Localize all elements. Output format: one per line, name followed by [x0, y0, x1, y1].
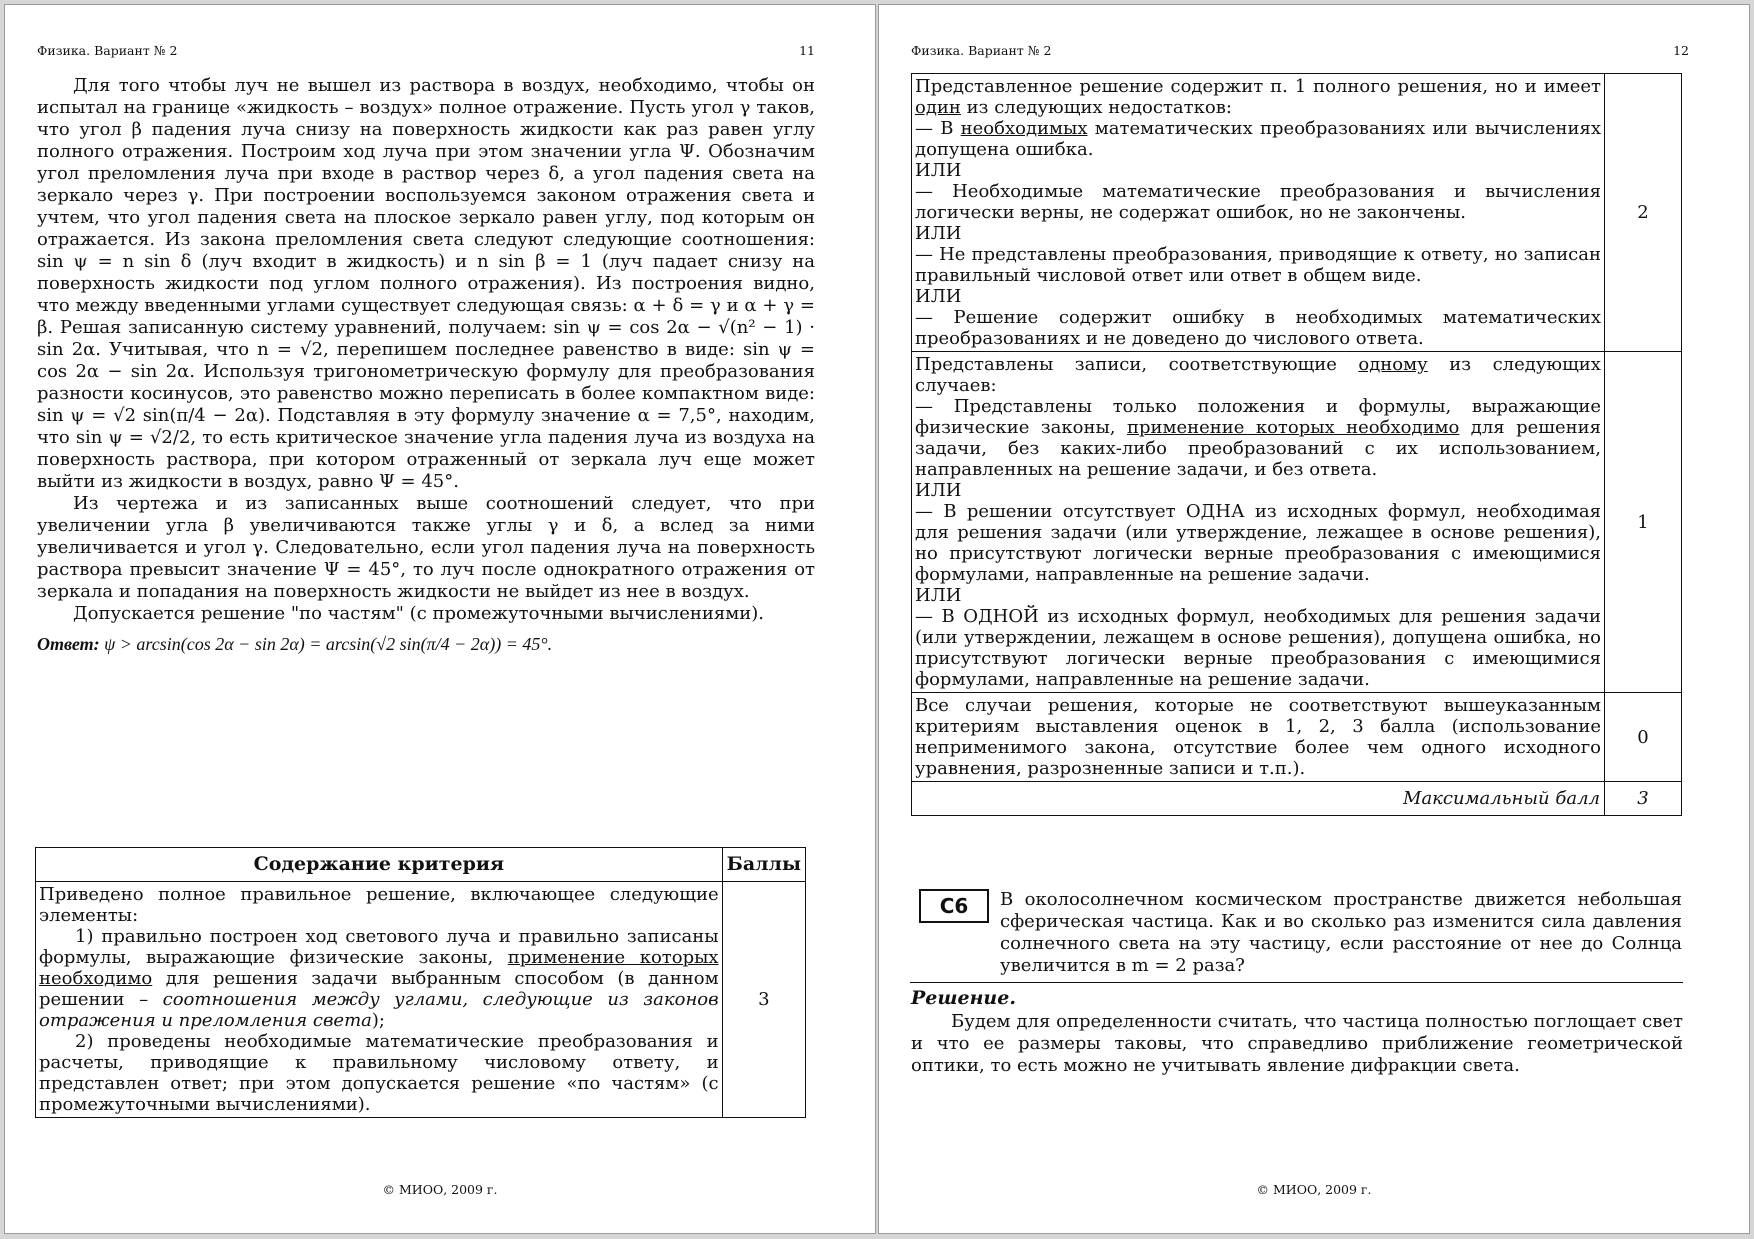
- points-cell: 1: [1605, 352, 1682, 693]
- task-text: В околосолнечном космическом пространстве движется небольшая сферическая частица. Как и во сколько раз изменится сила давления солнечного света на эту частицу, если расстояние от нее до Солнца увеличится в m = 2 раза?: [1000, 889, 1682, 976]
- divider: [910, 982, 1683, 983]
- right-page: [878, 4, 1750, 1234]
- criterion-cell: Представленное решение содержит п. 1 полного решения, но и имеет один из следующих недостатков: — В необходимых математических преобразованиях или вычислениях допущена ошибка. ИЛИ — Необходимые математические преобразования и вычисления логически верны, не содержат ошибок, но не закончены. ИЛИ — Не представлены преобразования, приводящие к ответу, но записан правильный числовой ответ или ответ в общем виде. ИЛИ — Решение содержит ошибку в необходимых математических преобразованиях и не доведено до числового ответа.: [912, 74, 1605, 352]
- criteria-table: [35, 847, 806, 1118]
- footer: © МИОО, 2009 г.: [1256, 1182, 1372, 1197]
- solution-text: Будем для определенности считать, что частица полностью поглощает свет и что ее размеры таковы, что справедливо приближение геометрической оптики, то есть можно не учитывать явление дифракции света.: [911, 1011, 1683, 1076]
- paragraph-2: Из чертежа и из записанных выше соотношений следует, что при увеличении угла β увеличиваются также углы γ и δ, а вслед за ними увеличивается и угол γ. Следовательно, если угол падения луча на поверхность раствора превысит значение Ψ = 45°, то луч после однократного отражения от зеркала и попадания на поверхность жидкости не выйдет из нее в воздух.: [37, 493, 815, 602]
- left-page: [4, 4, 876, 1234]
- table-row: [912, 74, 1682, 352]
- page-number: 12: [1673, 43, 1689, 58]
- paragraph-1: Для того чтобы луч не вышел из раствора в воздух, необходимо, чтобы он испытал на границе «жидкость – воздух» полное отражение. Пусть угол γ таков, что угол β падения луча снизу на поверхность жидкости как раз равен углу полного отражения. Построим ход луча при этом значении угла Ψ. Обозначим угол преломления луча при входе в раствор через δ, а угол падения света на зеркало через γ. При построении воспользуемся законом отражения света и учтем, что угол падения света на плоское зеркало равен углу, под которым он отражается. Из закона преломления света следуют следующие соотношения: sin ψ = n sin δ (луч входит в жидкость) и n sin β = 1 (луч падает снизу на поверхность жидкости под углом полного отражения). Из построения видно, что между введенными углами существует следующая связь: α + δ = γ и α + γ = β. Решая записанную систему уравнений, получаем: sin ψ = cos 2α − √(n² − 1) · sin 2α. Учитывая, что n = √2, перепишем последнее равенство в виде: sin ψ = cos 2α − sin 2α. Используя тригонометрическую формулу для преобразования разности косинусов, это равенство можно переписать в более компактном виде: sin ψ = √2 sin(π/4 − 2α). Подставляя в эту формулу значение α = 7,5°, находим, что sin ψ = √2/2, то есть критическое значение угла падения луча из воздуха на поверхность раствора, при котором отраженный от зеркала луч еще может выйти из жидкости в воздух, равно Ψ = 45°.: [37, 75, 815, 492]
- answer-line: [37, 633, 815, 655]
- criterion-cell: [36, 882, 723, 1118]
- max-score-value: 3: [1605, 782, 1682, 816]
- answer-formula: ψ > arcsin(cos 2α − sin 2α) = arcsin(√2 sin(π/4 − 2α)) = 45°.: [104, 634, 553, 654]
- table-row: [912, 352, 1682, 693]
- answer-label: Ответ:: [37, 634, 100, 654]
- item-1: 1) правильно построен ход светового луча и правильно записаны формулы, выражающие физические законы, применение которых необходимо для решения задачи выбранным способом (в данном решении – соотношения между углами, следующие из законов отражения и преломления света);: [39, 926, 719, 1031]
- max-score-row: [912, 782, 1682, 816]
- table-header-row: [36, 848, 806, 882]
- col-points: Баллы: [722, 848, 805, 882]
- header-title: Физика. Вариант № 2: [37, 43, 178, 58]
- page-number: 11: [799, 43, 815, 58]
- table-row: [912, 693, 1682, 782]
- criterion-cell: Представлены записи, соответствующие одному из следующих случаев: — Представлены только положения и формулы, выражающие физические законы, применение которых необходимо для решения задачи, без каких-либо преобразований с их использованием, направленных на решение задачи, и без ответа. ИЛИ — В решении отсутствует ОДНА из исходных формул, необходимая для решения задачи (или утверждение, лежащее в основе решения), но присутствуют логически верные преобразования с имеющимися формулами, направленные на решение задачи. ИЛИ — В ОДНОЙ из исходных формул, необходимых для решения задачи (или утверждении, лежащем в основе решения), допущена ошибка, но присутствуют логически верные преобразования с имеющимися формулами, направленные на решение задачи.: [912, 352, 1605, 693]
- paragraph-3: Допускается решение "по частям" (с промежуточными вычислениями).: [73, 603, 765, 624]
- header-title: Физика. Вариант № 2: [911, 43, 1052, 58]
- solution-label: Решение.: [911, 987, 1016, 1009]
- solution-body: [37, 75, 815, 663]
- task-label: C6: [919, 889, 989, 923]
- points-cell: 2: [1605, 74, 1682, 352]
- row-intro: Приведено полное правильное решение, включающее следующие элементы:: [39, 884, 719, 926]
- points-cell: 3: [722, 882, 805, 1118]
- criteria-table-cont: [911, 73, 1682, 816]
- col-criterion: Содержание критерия: [36, 848, 723, 882]
- points-cell: 0: [1605, 693, 1682, 782]
- criterion-cell: Все случаи решения, которые не соответствуют вышеуказанным критериям выставления оценок в 1, 2, 3 балла (использование неприменимого закона, отсутствие более чем одного исходного уравнения, разрозненные записи и т.п.).: [912, 693, 1605, 782]
- item-2: 2) проведены необходимые математические преобразования и расчеты, приводящие к правильному числовому ответу, и представлен ответ; при этом допускается решение «по частям» (с промежуточными вычислениями).: [39, 1031, 719, 1115]
- max-score-label: Максимальный балл: [912, 782, 1605, 816]
- footer: © МИОО, 2009 г.: [382, 1182, 498, 1197]
- table-row: [36, 882, 806, 1118]
